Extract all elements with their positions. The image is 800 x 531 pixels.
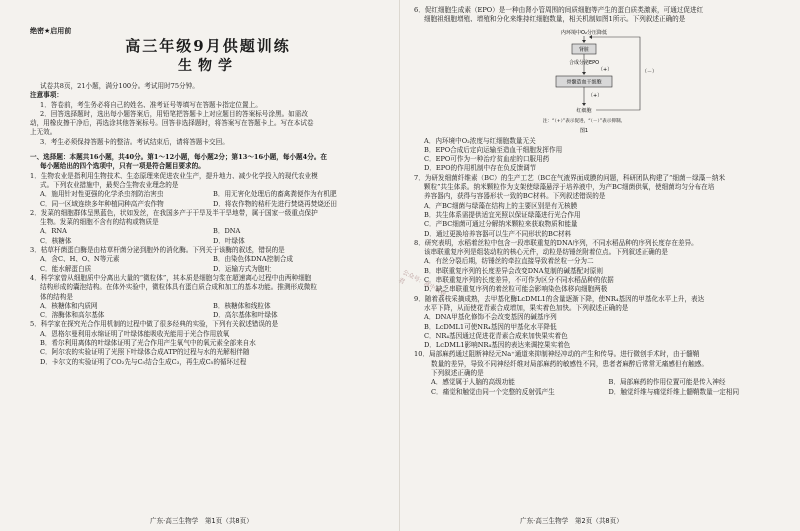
option-d: D．高尔基体和叶绿体 xyxy=(213,311,278,320)
option-d: D．缺乏串联重复序列的着丝粒可能会影响染色体移向细胞两极 xyxy=(424,285,608,294)
option-c: C．NR₄基因通过促进花青素合成来加快果实着色 xyxy=(424,331,568,340)
question-stem: 生物。发菜的细胞不含有的结构或物质是 xyxy=(40,218,159,227)
question-stem: 6．促红细胞生成素（EPO）是一种由肾小管周围的间质细胞等产生的蛋白质类激素，可通过促进红 xyxy=(414,6,704,14)
question-stem: 该串联重复序列是组装动粒的核心元件，动粒是纺锤丝附着位点。下列叙述正确的是 xyxy=(424,248,668,257)
notice-line: 3．考生必须保持答题卡的整洁。考试结束后，请将答题卡交回。 xyxy=(40,137,229,146)
notice-line: 动，用橡皮擦干净后，再选涂其他答案标号。回答非选择题时，将答案写在答题卡上。写在本试卷 xyxy=(30,119,314,128)
question-stem: 数量的差异，导致不同神经纤维对局部麻药的敏感性不同，患者者麻醉后常常无痛感但有触感。 xyxy=(431,359,708,368)
page-footer: 广东·高三生物学 第1页（共8页） xyxy=(150,517,253,525)
question-stem: 3．枯草杆菌蛋白酶是由枯草杆菌分泌到胞外的消化酶。下列关于该酶的叙述，错误的是 xyxy=(30,246,285,255)
question-stem: 式。下列农业措施中，最契合生物农业理念的是 xyxy=(40,180,179,189)
question-stem: 下列叙述正确的是 xyxy=(431,369,484,378)
option-b: B．由染色体DNA控制合成 xyxy=(213,255,294,264)
exam-title: 高三年级9月供题训练 xyxy=(125,37,291,55)
confidential-mark: 绝密★启用前 xyxy=(30,27,72,35)
option-b: B．LcDML1可使NR₄基因的甲基化水平降低 xyxy=(424,322,557,331)
epo-diagram-svg xyxy=(542,27,658,137)
inhibit-mark: （－） xyxy=(642,68,658,75)
option-d: D．通过更换培养容器可以生产不同形状的BC材料 xyxy=(424,229,572,238)
epo-diagram xyxy=(542,27,658,137)
option-c: C．溶酶体和高尔基体 xyxy=(40,311,105,320)
option-b: B．共生体系需提供适宜光照以保证绿藻进行光合作用 xyxy=(424,210,581,219)
figure-caption: 图1 xyxy=(579,127,589,134)
option-a: A．产BC细菌与绿藻在结构上的主要区别是有无核膜 xyxy=(424,201,578,210)
question-stem: 颗粒”共生体系。纳米颗粒作为支架使绿藻悬浮于培养液中，为产BC细菌供氧，使细菌均匀分布在培 xyxy=(424,183,715,192)
promote-mark: （+） xyxy=(588,92,603,99)
question-stem: 1．生物农业是指利用生物技术、生态原理来促进农业生产，提升地力、减少化学投入的现代农业模 xyxy=(30,171,318,180)
option-a: A．感觉属于人脑的高级功能 xyxy=(431,378,515,387)
question-8 xyxy=(414,239,786,295)
exam-info: 试卷共8页，21小题，满分100分。考试用时75分钟。 xyxy=(40,82,199,90)
option-a: A．施用针对性更强的化学杀虫剂防治害虫 xyxy=(40,190,164,199)
question-stem: 5．科学家在探究光合作用机制的过程中做了很多经典的实验，下列有关叙述错误的是 xyxy=(30,320,279,329)
question-stem: 结构形成的囊泡结构。在体外实验中，微粒体具有蛋白质合成和加工的基本功能。推测形成微粒 xyxy=(40,283,317,292)
question-1 xyxy=(30,172,386,209)
option-c: C．串联重复序列的长度差异，不可作为区分不同水稻品种的依据 xyxy=(424,276,614,285)
question-stem: 9．随着荔枝采摘成熟，去甲基化酶LcDML1的含量逐渐下降，使NR₄基因的甲基化水平上升，表达 xyxy=(414,294,705,303)
kidney-label: 肾脏 xyxy=(578,46,590,53)
option-d: D．EPO的作用机制中存在负反馈调节 xyxy=(424,164,537,173)
question-stem: 2．发菜的细胞群体呈黑蓝色，状如发丝，在我国多产于干旱及半干旱地带，属于国家一级重点保护 xyxy=(30,208,318,217)
arrow-head xyxy=(582,40,586,43)
option-b: B．EPO合成后定向运输至造血干细胞发挥作用 xyxy=(424,145,563,154)
question-6 xyxy=(414,6,786,174)
option-a: A．DNA甲基化修饰不会改变基因的碱基序列 xyxy=(424,313,557,322)
exam-page-2 xyxy=(400,0,800,531)
notice-line: 2．回答选择题时，选出每小题答案后，用铅笔把答题卡上对应题目的答案标号涂黑。如需改 xyxy=(40,109,308,118)
question-10 xyxy=(414,350,786,396)
option-c: C．同一区域连续多年种植同种高产农作物 xyxy=(40,199,164,208)
option-c: C．痛觉和触觉由同一个完整的反射弧产生 xyxy=(431,387,555,396)
option-b: B．核糖体和线粒体 xyxy=(213,301,271,310)
question-2 xyxy=(30,209,386,246)
arrow-head xyxy=(582,72,586,75)
option-b: B．串联重复序列的长度差异会改变DNA复制的碱基配对原则 xyxy=(424,266,603,275)
question-stem: 8．研究表明，水稻着丝粒中包含一段串联重复的DNA序列，不同水稻品种的序列长度存在差异。 xyxy=(414,238,698,247)
marrow-label: 骨髓造血干细胞 xyxy=(566,79,602,86)
question-5 xyxy=(30,320,386,366)
promote-mark: （+） xyxy=(598,66,613,73)
option-d: D．叶绿体 xyxy=(213,236,245,245)
section-heading: 一、选择题：本题共16小题，共40分。第1～12小题，每小题2分；第13～16小题，每小题4分。在 xyxy=(30,153,328,162)
figure-1 xyxy=(414,27,786,137)
question-7 xyxy=(414,174,786,239)
epo-synthesis-label: 合成分泌EPO xyxy=(568,59,600,66)
question-stem: 4．科学家曾从细胞质中分离出大量的“微粒体”，其本质是细胞匀浆在超速离心过程中由两种细胞 xyxy=(30,273,312,282)
section-heading: 每小题给出的四个选项中，只有一项是符合题目要求的。 xyxy=(40,162,205,171)
option-b: B．局部麻药的作用位置可能是传入神经 xyxy=(608,378,726,387)
question-stem: 体的结构是 xyxy=(40,292,73,301)
o2-label: 内环境中O₂分压降低 xyxy=(561,29,607,36)
option-d: D．LcDML1影响NR₄基因的表达来调控果实着色 xyxy=(424,341,571,350)
question-stem: 细胞祖细胞增殖、增殖和分化来维持红细胞数量，相关机制如图1所示。下列叙述正确的是 xyxy=(424,15,686,24)
arrow-head xyxy=(582,103,586,106)
option-c: C．能水解蛋白质 xyxy=(40,264,92,273)
question-3 xyxy=(30,246,386,274)
option-b: B．用无害化处理后的畜禽粪便作为有机肥 xyxy=(213,190,337,199)
option-a: A．恩格尔曼利用水绵证明了叶绿体能吸收光能用于光合作用放氧 xyxy=(40,329,230,338)
notice-line: 上无效。 xyxy=(30,128,57,137)
rbc-label: 红细胞 xyxy=(576,107,592,114)
option-b: B．希尔利用离体的叶绿体证明了光合作用产生氧气中的氧元素全部来自水 xyxy=(40,339,256,348)
option-d: D．触觉纤维与痛觉纤维上髓鞘数量一定相同 xyxy=(608,387,740,396)
option-a: A．内环境中O₂浓度与红细胞数量无关 xyxy=(424,136,536,145)
option-d: D．卡尔文的实验证明了CO₂先与C₅结合生成C₃，再生成C₅的循环过程 xyxy=(40,357,247,366)
notice-line: 1．答卷前，考生务必将自己的姓名、准考证号等填写在答题卡指定位置上。 xyxy=(40,100,262,109)
exam-subject: 生物学 xyxy=(178,58,238,74)
option-d: D．运输方式为胞吐 xyxy=(213,264,272,273)
option-a: A．含C、H、O、N等元素 xyxy=(40,255,120,264)
notice-title: 注意事项： xyxy=(30,91,63,100)
option-a: A．有丝分裂后期，纺锤丝的牵拉直接导致着丝粒一分为二 xyxy=(424,257,594,266)
page-footer: 广东·高三生物学 第2页（共8页） xyxy=(520,517,623,525)
option-c: C．阿尔农的实验证明了光照下叶绿体合成ATP的过程与水的光解相伴随 xyxy=(40,348,250,357)
option-b: B．DNA xyxy=(213,227,241,236)
option-c: C．产BC细菌可通过分解纳米颗粒来获取物质和能量 xyxy=(424,220,578,229)
option-a: A．核糖体和内质网 xyxy=(40,301,98,310)
option-c: C．EPO可作为一种治疗贫血症的口服用药 xyxy=(424,155,550,164)
question-stem: 10．局部麻药通过阻断神经元Na⁺通道来抑制神经冲动的产生和传导。进行微创手术时，由于髓鞘 xyxy=(414,350,700,359)
figure-note: 注：“（+）”表示促进，“（－）”表示抑制。 xyxy=(542,118,626,124)
feedback-line xyxy=(592,37,640,110)
option-c: C．核糖体 xyxy=(40,236,72,245)
option-a: A．RNA xyxy=(40,227,67,236)
question-stem: 7．为研发细菌纤维素（BC）的生产工艺（BC在气液界面成膜的问题，科研团队构建了“细菌－绿藻－纳米 xyxy=(414,173,726,182)
option-d: D．将农作物的秸秆先进行焚烧再焚烧还田 xyxy=(213,199,337,208)
question-stem: 水平下降，从而使花青素合成增加，果实着色加快。下列叙述正确的是 xyxy=(424,303,629,312)
question-4 xyxy=(30,274,386,320)
question-9 xyxy=(414,295,786,351)
question-stem: 养容器内，获得与容器形状一致的BC材料。下列叙述错误的是 xyxy=(424,192,606,201)
watermark-stamp: 公众号：高中试卷君 xyxy=(397,268,448,298)
